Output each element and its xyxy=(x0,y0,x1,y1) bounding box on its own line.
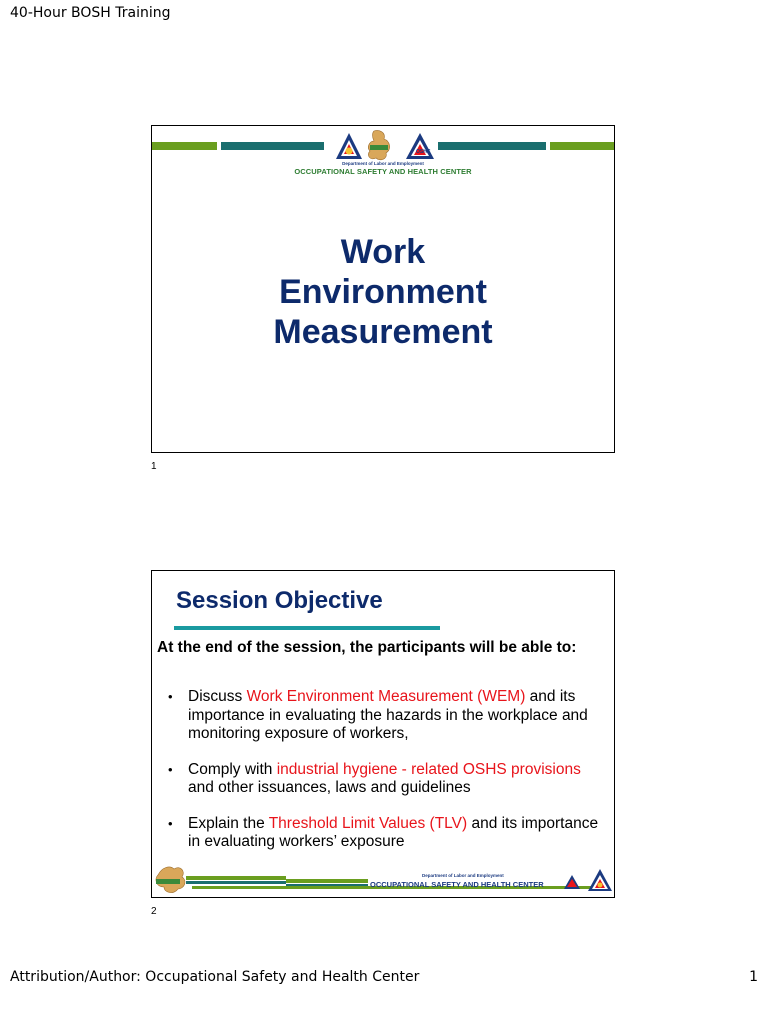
page-footer: Attribution/Author: Occupational Safety and Health Center xyxy=(10,969,420,985)
slide-1 xyxy=(151,125,615,453)
slide-number: 1 xyxy=(151,461,157,472)
logo-subtitle: Department of Labor and Employment xyxy=(342,161,424,166)
header-bar-teal-right xyxy=(438,142,546,150)
logo-caption: OCCUPATIONAL SAFETY AND HEALTH CENTER xyxy=(294,167,472,176)
page-header: 40-Hour BOSH Training xyxy=(10,5,171,21)
list-item xyxy=(166,815,608,852)
bullet-icon: • xyxy=(168,815,173,831)
bullet-text: Comply with xyxy=(188,760,277,778)
agency-logos-icon xyxy=(332,129,442,163)
slide-2 xyxy=(151,570,615,898)
bullet-text: and its importance in evaluating workers’ exposure xyxy=(188,814,599,850)
bullet-text: Explain the xyxy=(188,814,269,832)
title-line: Environment xyxy=(279,273,487,311)
header-bar-teal-left xyxy=(221,142,324,150)
slide-title: Session Objective xyxy=(176,587,383,614)
list-item xyxy=(166,688,608,744)
slide-number: 2 xyxy=(151,906,157,917)
title-line: Work xyxy=(340,233,426,271)
bullet-text: and other issuances, laws and guidelines xyxy=(188,779,471,796)
title-underline xyxy=(174,626,440,630)
bullet-text: and its importance in evaluating the hazards in the workplace and monitoring exposure of workers, xyxy=(188,688,588,742)
logo-subtitle: Department of Labor and Employment xyxy=(422,873,504,878)
bullet-highlight: Work Environment Measurement (WEM) xyxy=(246,688,526,705)
page-number: 1 xyxy=(749,969,758,985)
list-item xyxy=(166,761,608,798)
bullet-icon: • xyxy=(168,689,173,704)
bullet-text: Discuss xyxy=(188,688,247,705)
header-bar-green-right xyxy=(550,142,615,150)
header-bar-green-left xyxy=(152,142,217,150)
bullet-highlight: Threshold Limit Values (TLV) xyxy=(268,814,468,832)
title-line: Measurement xyxy=(273,313,493,351)
objectives-list xyxy=(166,688,608,869)
footer-decoration-icon xyxy=(152,859,615,897)
svg-text:OSHC: OSHC xyxy=(416,149,431,155)
bullet-highlight: industrial hygiene - related OSHS provisions xyxy=(276,760,581,778)
bullet-icon: • xyxy=(168,761,173,777)
intro-text: At the end of the session, the participants will be able to: xyxy=(157,639,577,656)
logo-caption: OCCUPATIONAL SAFETY AND HEALTH CENTER xyxy=(370,880,544,889)
slide-title xyxy=(152,232,614,352)
